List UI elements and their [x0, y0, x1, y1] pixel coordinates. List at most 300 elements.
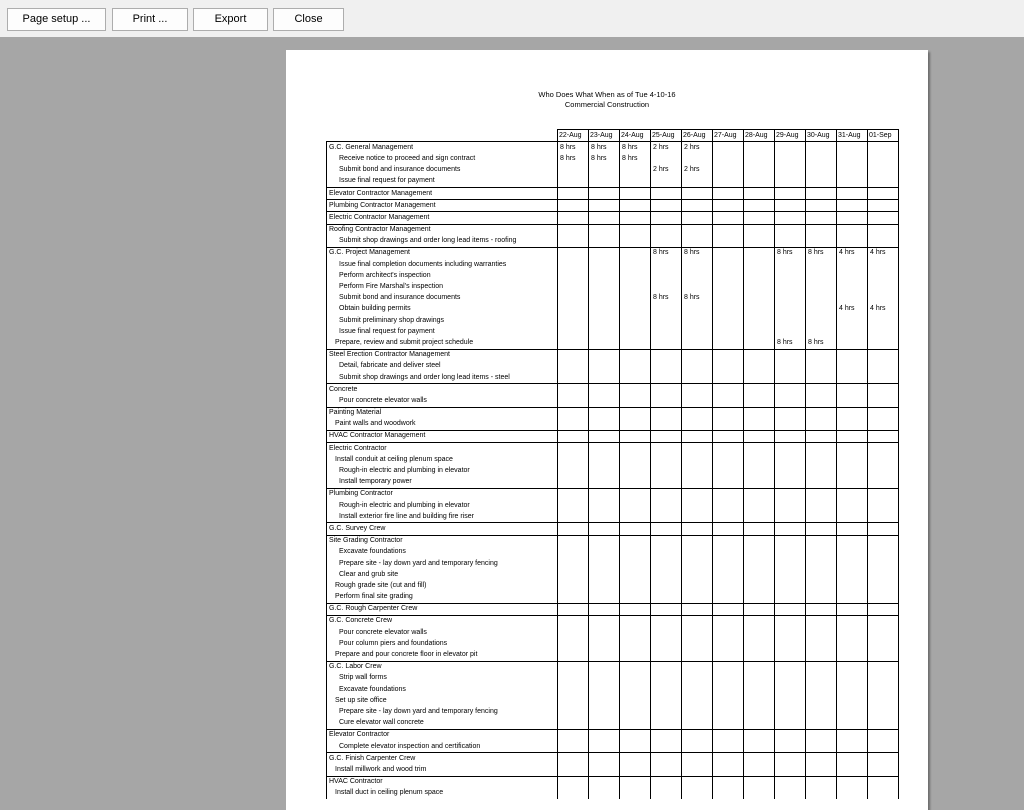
- hours-cell: [868, 764, 899, 776]
- hours-cell: [589, 361, 620, 372]
- hours-cell: [558, 741, 589, 753]
- hours-cell: [682, 627, 713, 638]
- hours-cell: [775, 200, 806, 212]
- hours-cell: [775, 315, 806, 326]
- hours-cell: [558, 187, 589, 199]
- hours-cell: [868, 293, 899, 304]
- hours-cell: [837, 176, 868, 188]
- hours-cell: [651, 603, 682, 615]
- resource-name: G.C. Finish Carpenter Crew: [327, 753, 558, 765]
- hours-cell: [837, 500, 868, 511]
- hours-cell: [806, 293, 837, 304]
- date-header: 31-Aug: [837, 130, 868, 142]
- hours-cell: [713, 558, 744, 569]
- hours-cell: [868, 465, 899, 476]
- hours-cell: [558, 535, 589, 547]
- report-title: Who Does What When as of Tue 4-10-16: [538, 90, 676, 99]
- hours-cell: [775, 661, 806, 673]
- hours-cell: [868, 753, 899, 765]
- hours-cell: [775, 293, 806, 304]
- hours-cell: [651, 649, 682, 661]
- hours-cell: [620, 372, 651, 384]
- hours-cell: [806, 511, 837, 523]
- table-row: [327, 443, 899, 455]
- date-header: 24-Aug: [620, 130, 651, 142]
- table-row: [327, 176, 899, 188]
- hours-cell: [806, 281, 837, 292]
- hours-cell: [744, 153, 775, 164]
- hours-cell: [589, 523, 620, 535]
- hours-cell: [682, 384, 713, 396]
- hours-cell: [558, 477, 589, 489]
- hours-cell: [651, 337, 682, 349]
- hours-cell: [651, 153, 682, 164]
- hours-cell: [837, 558, 868, 569]
- hours-cell: [775, 729, 806, 741]
- hours-cell: [713, 430, 744, 442]
- task-name: Excavate foundations: [327, 684, 558, 695]
- hours-cell: [837, 706, 868, 717]
- hours-cell: [651, 304, 682, 315]
- hours-cell: [868, 558, 899, 569]
- hours-cell: [651, 372, 682, 384]
- page-setup-button[interactable]: Page setup ...: [7, 8, 106, 31]
- close-button[interactable]: Close: [273, 8, 344, 31]
- hours-cell: [589, 603, 620, 615]
- hours-cell: [806, 535, 837, 547]
- task-name: Submit shop drawings and order long lead items - steel: [327, 372, 558, 384]
- hours-cell: [868, 165, 899, 176]
- hours-cell: [651, 615, 682, 627]
- hours-cell: [558, 488, 589, 500]
- hours-cell: [589, 187, 620, 199]
- task-name: Issue final completion documents including warranties: [327, 259, 558, 270]
- hours-cell: [868, 259, 899, 270]
- table-row: [327, 729, 899, 741]
- table-row: [327, 649, 899, 661]
- hours-cell: [620, 419, 651, 431]
- hours-cell: [589, 419, 620, 431]
- task-name: Install temporary power: [327, 477, 558, 489]
- table-row: [327, 212, 899, 224]
- hours-cell: [682, 729, 713, 741]
- hours-cell: [837, 776, 868, 788]
- task-name: Prepare site - lay down yard and temporary fencing: [327, 558, 558, 569]
- hours-cell: [713, 443, 744, 455]
- hours-cell: [806, 603, 837, 615]
- hours-cell: [744, 443, 775, 455]
- hours-cell: [806, 477, 837, 489]
- hours-cell: [868, 224, 899, 236]
- hours-cell: [744, 718, 775, 730]
- hours-cell: [682, 395, 713, 407]
- hours-cell: [868, 638, 899, 649]
- hours-cell: [558, 776, 589, 788]
- hours-cell: [837, 443, 868, 455]
- hours-cell: [682, 153, 713, 164]
- table-row: [327, 224, 899, 236]
- hours-cell: [713, 569, 744, 580]
- hours-cell: [682, 741, 713, 753]
- table-row: [327, 592, 899, 604]
- hours-cell: [713, 753, 744, 765]
- hours-cell: [868, 349, 899, 361]
- hours-cell: [558, 718, 589, 730]
- hours-cell: [713, 224, 744, 236]
- hours-cell: [620, 547, 651, 558]
- hours-cell: [589, 684, 620, 695]
- task-name: Perform Fire Marshal's inspection: [327, 281, 558, 292]
- hours-cell: [589, 259, 620, 270]
- hours-cell: [713, 627, 744, 638]
- hours-cell: [713, 706, 744, 717]
- hours-cell: [682, 337, 713, 349]
- hours-cell: [620, 454, 651, 465]
- hours-cell: [682, 281, 713, 292]
- hours-cell: [744, 615, 775, 627]
- hours-cell: [620, 649, 651, 661]
- date-header: 22-Aug: [558, 130, 589, 142]
- table-row: [327, 477, 899, 489]
- hours-cell: [744, 776, 775, 788]
- hours-cell: 2 hrs: [651, 142, 682, 154]
- hours-cell: [713, 729, 744, 741]
- hours-cell: 8 hrs: [620, 142, 651, 154]
- table-row: [327, 511, 899, 523]
- hours-cell: [837, 753, 868, 765]
- hours-cell: [806, 638, 837, 649]
- hours-cell: [744, 706, 775, 717]
- hours-cell: [713, 361, 744, 372]
- hours-cell: [868, 788, 899, 799]
- hours-cell: 8 hrs: [682, 247, 713, 259]
- hours-cell: [713, 592, 744, 604]
- resource-name: G.C. General Management: [327, 142, 558, 154]
- hours-cell: [713, 349, 744, 361]
- hours-cell: [868, 477, 899, 489]
- table-row: [327, 500, 899, 511]
- task-name: Issue final request for payment: [327, 176, 558, 188]
- hours-cell: [589, 465, 620, 476]
- hours-cell: [620, 627, 651, 638]
- hours-cell: [744, 384, 775, 396]
- hours-cell: [837, 569, 868, 580]
- resource-name: Roofing Contractor Management: [327, 224, 558, 236]
- hours-cell: [868, 706, 899, 717]
- hours-cell: [806, 488, 837, 500]
- hours-cell: [651, 419, 682, 431]
- hours-cell: [651, 695, 682, 706]
- task-name: Prepare, review and submit project schedule: [327, 337, 558, 349]
- hours-cell: [713, 649, 744, 661]
- task-name: Pour column piers and foundations: [327, 638, 558, 649]
- task-name: Install conduit at ceiling plenum space: [327, 454, 558, 465]
- hours-cell: [589, 270, 620, 281]
- hours-cell: [775, 741, 806, 753]
- table-row: [327, 661, 899, 673]
- hours-cell: [589, 673, 620, 684]
- hours-cell: [682, 776, 713, 788]
- print-button[interactable]: Print ...: [112, 8, 188, 31]
- hours-cell: [620, 500, 651, 511]
- hours-cell: [868, 200, 899, 212]
- hours-cell: [806, 764, 837, 776]
- hours-cell: [682, 547, 713, 558]
- hours-cell: [651, 673, 682, 684]
- hours-cell: [651, 349, 682, 361]
- task-name: Prepare site - lay down yard and temporary fencing: [327, 706, 558, 717]
- hours-cell: [620, 706, 651, 717]
- hours-cell: [806, 153, 837, 164]
- hours-cell: [713, 372, 744, 384]
- hours-cell: [868, 384, 899, 396]
- hours-cell: [713, 615, 744, 627]
- hours-cell: [744, 337, 775, 349]
- hours-cell: 4 hrs: [837, 247, 868, 259]
- resource-name: Elevator Contractor: [327, 729, 558, 741]
- task-header-blank: [327, 130, 558, 142]
- hours-cell: [589, 741, 620, 753]
- hours-cell: [651, 500, 682, 511]
- hours-cell: [713, 200, 744, 212]
- hours-cell: [775, 407, 806, 419]
- hours-cell: [744, 788, 775, 799]
- task-name: Strip wall forms: [327, 673, 558, 684]
- hours-cell: [682, 718, 713, 730]
- resource-name: G.C. Concrete Crew: [327, 615, 558, 627]
- hours-cell: [744, 361, 775, 372]
- hours-cell: [589, 511, 620, 523]
- hours-cell: [775, 764, 806, 776]
- hours-cell: [713, 695, 744, 706]
- hours-cell: [558, 684, 589, 695]
- hours-cell: [651, 454, 682, 465]
- hours-cell: [589, 580, 620, 591]
- hours-cell: [837, 638, 868, 649]
- hours-cell: [682, 695, 713, 706]
- resource-name: Concrete: [327, 384, 558, 396]
- hours-cell: [775, 430, 806, 442]
- table-row: [327, 547, 899, 558]
- hours-cell: [589, 764, 620, 776]
- hours-cell: [620, 361, 651, 372]
- resource-name: G.C. Survey Crew: [327, 523, 558, 535]
- hours-cell: [837, 419, 868, 431]
- hours-cell: [589, 372, 620, 384]
- hours-cell: [620, 259, 651, 270]
- hours-cell: [837, 395, 868, 407]
- hours-cell: [713, 547, 744, 558]
- hours-cell: [775, 580, 806, 591]
- hours-cell: [868, 395, 899, 407]
- hours-cell: [868, 212, 899, 224]
- hours-cell: [868, 718, 899, 730]
- hours-cell: [620, 281, 651, 292]
- table-row: [327, 326, 899, 337]
- hours-cell: [682, 372, 713, 384]
- hours-cell: [589, 615, 620, 627]
- resource-name: Site Grading Contractor: [327, 535, 558, 547]
- hours-cell: [620, 729, 651, 741]
- table-row: [327, 247, 899, 259]
- hours-cell: [837, 603, 868, 615]
- hours-cell: [868, 741, 899, 753]
- hours-cell: [682, 236, 713, 248]
- hours-cell: [713, 661, 744, 673]
- hours-cell: [868, 649, 899, 661]
- hours-cell: 8 hrs: [651, 293, 682, 304]
- hours-cell: [682, 315, 713, 326]
- hours-cell: [558, 569, 589, 580]
- hours-cell: [620, 673, 651, 684]
- table-row: [327, 569, 899, 580]
- hours-cell: [651, 764, 682, 776]
- hours-cell: [775, 547, 806, 558]
- hours-cell: [620, 326, 651, 337]
- hours-cell: [837, 349, 868, 361]
- task-name: Rough-in electric and plumbing in elevator: [327, 465, 558, 476]
- hours-cell: [682, 684, 713, 695]
- hours-cell: [682, 488, 713, 500]
- hours-cell: [651, 187, 682, 199]
- hours-cell: [589, 293, 620, 304]
- hours-cell: [620, 187, 651, 199]
- hours-cell: [558, 638, 589, 649]
- hours-cell: [837, 580, 868, 591]
- hours-cell: [744, 304, 775, 315]
- hours-cell: [744, 477, 775, 489]
- hours-cell: [837, 407, 868, 419]
- hours-cell: 8 hrs: [651, 247, 682, 259]
- hours-cell: [744, 569, 775, 580]
- hours-cell: [775, 349, 806, 361]
- hours-cell: [806, 592, 837, 604]
- hours-cell: [651, 753, 682, 765]
- hours-cell: [868, 176, 899, 188]
- hours-cell: [713, 384, 744, 396]
- hours-cell: [868, 695, 899, 706]
- hours-cell: [713, 337, 744, 349]
- task-name: Obtain building permits: [327, 304, 558, 315]
- hours-cell: [837, 547, 868, 558]
- table-row: [327, 361, 899, 372]
- export-button[interactable]: Export: [193, 8, 268, 31]
- hours-cell: [620, 200, 651, 212]
- hours-cell: [589, 535, 620, 547]
- hours-cell: [620, 511, 651, 523]
- preview-area[interactable]: [0, 37, 1024, 797]
- hours-cell: [682, 615, 713, 627]
- hours-cell: [806, 684, 837, 695]
- table-row: [327, 337, 899, 349]
- hours-cell: [558, 788, 589, 799]
- hours-cell: [682, 706, 713, 717]
- hours-cell: [775, 673, 806, 684]
- hours-cell: [837, 454, 868, 465]
- hours-cell: [620, 741, 651, 753]
- hours-cell: [806, 315, 837, 326]
- hours-cell: [744, 281, 775, 292]
- table-row: [327, 187, 899, 199]
- hours-cell: [620, 465, 651, 476]
- table-row: [327, 259, 899, 270]
- hours-cell: [868, 592, 899, 604]
- table-row: [327, 407, 899, 419]
- hours-cell: [620, 443, 651, 455]
- hours-cell: [744, 547, 775, 558]
- hours-cell: [837, 741, 868, 753]
- hours-cell: [589, 212, 620, 224]
- hours-cell: [589, 547, 620, 558]
- hours-cell: [589, 395, 620, 407]
- hours-cell: [775, 395, 806, 407]
- hours-cell: [558, 695, 589, 706]
- hours-cell: [620, 407, 651, 419]
- hours-cell: [620, 788, 651, 799]
- hours-cell: [558, 430, 589, 442]
- table-row: [327, 638, 899, 649]
- resource-name: HVAC Contractor: [327, 776, 558, 788]
- hours-cell: [651, 638, 682, 649]
- hours-cell: [806, 753, 837, 765]
- hours-cell: [868, 511, 899, 523]
- hours-cell: [651, 741, 682, 753]
- hours-cell: [868, 615, 899, 627]
- hours-cell: [558, 419, 589, 431]
- hours-cell: [868, 430, 899, 442]
- hours-cell: [744, 270, 775, 281]
- hours-cell: [682, 500, 713, 511]
- hours-cell: 2 hrs: [651, 165, 682, 176]
- hours-cell: [682, 649, 713, 661]
- hours-cell: 4 hrs: [868, 304, 899, 315]
- table-row: [327, 741, 899, 753]
- resource-name: G.C. Project Management: [327, 247, 558, 259]
- hours-cell: [775, 165, 806, 176]
- hours-cell: [837, 200, 868, 212]
- hours-cell: [806, 407, 837, 419]
- hours-cell: [806, 695, 837, 706]
- hours-cell: 8 hrs: [806, 337, 837, 349]
- hours-cell: 8 hrs: [806, 247, 837, 259]
- hours-cell: [775, 627, 806, 638]
- hours-cell: [651, 326, 682, 337]
- hours-cell: [837, 718, 868, 730]
- hours-cell: [589, 281, 620, 292]
- hours-cell: [837, 615, 868, 627]
- hours-cell: [868, 684, 899, 695]
- task-name: Prepare and pour concrete floor in elevator pit: [327, 649, 558, 661]
- hours-cell: [744, 430, 775, 442]
- hours-cell: [837, 326, 868, 337]
- hours-cell: [837, 337, 868, 349]
- hours-cell: [868, 443, 899, 455]
- hours-cell: [589, 627, 620, 638]
- hours-cell: [806, 718, 837, 730]
- hours-cell: [589, 500, 620, 511]
- hours-cell: [713, 395, 744, 407]
- hours-cell: [806, 627, 837, 638]
- hours-cell: [775, 326, 806, 337]
- hours-cell: [837, 695, 868, 706]
- hours-cell: [558, 673, 589, 684]
- hours-cell: [651, 176, 682, 188]
- hours-cell: [682, 603, 713, 615]
- hours-cell: [713, 718, 744, 730]
- hours-cell: [744, 523, 775, 535]
- hours-cell: [558, 443, 589, 455]
- task-name: Clear and grub site: [327, 569, 558, 580]
